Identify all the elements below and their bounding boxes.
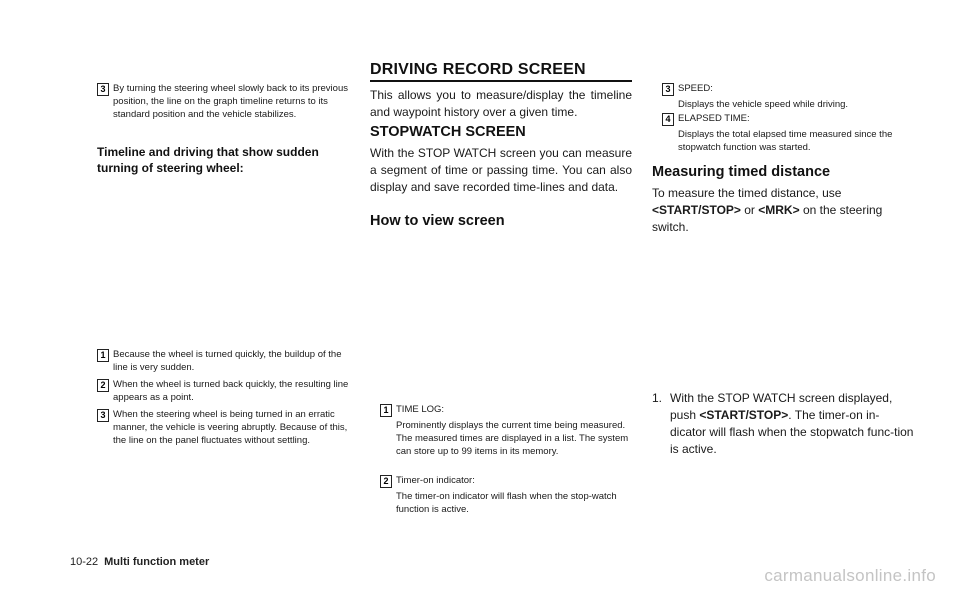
start-stop-key: <START/STOP> (652, 203, 741, 217)
measuring-title: Measuring timed distance (652, 164, 831, 180)
item-desc: Displays the vehicle speed while driving. (678, 99, 849, 110)
step-number: 1. (652, 391, 663, 405)
item-text: Because the wheel is turned quickly, the buildup of the line is very sudden. (113, 349, 342, 373)
col3-item-4 (662, 112, 914, 154)
item-label: TIME LOG: (396, 404, 445, 415)
callout-number: 3 (662, 83, 674, 96)
stopwatch-text: With the STOP WATCH screen you can measure a segment of time or passing time. You can also display and save recorded time-lines and data. (370, 146, 632, 194)
item-label: SPEED: (678, 83, 713, 94)
item-text: When the wheel is turned back quickly, the resulting line appears as a point. (113, 379, 349, 403)
page-number: 10-22 (70, 556, 99, 568)
callout-number: 4 (662, 113, 674, 126)
measuring-post: on the steering switch. (652, 203, 883, 234)
step-post: . The timer-on in-dicator will flash when the stopwatch func-tion is active. (670, 408, 914, 456)
col1-item-2 (97, 378, 350, 404)
callout-number: 1 (380, 404, 392, 417)
step-pre: With the STOP WATCH screen displayed, push (670, 391, 893, 422)
measuring-pre: To measure the timed distance, use (652, 186, 842, 200)
chapter-title: Multi function meter (104, 556, 210, 568)
item-label: ELAPSED TIME: (678, 113, 750, 124)
callout-number: 3 (97, 83, 109, 96)
col2-item-1 (380, 403, 632, 458)
mrk-key: <MRK> (758, 203, 800, 217)
callout-number: 2 (380, 475, 392, 488)
callout-number: 2 (97, 379, 109, 392)
col2-item-2 (380, 474, 632, 516)
item-label: Timer-on indicator: (396, 475, 475, 486)
section-title: DRIVING RECORD SCREEN (370, 61, 586, 78)
col1-item-3 (97, 408, 350, 447)
callout-number: 3 (97, 409, 109, 422)
item-desc: Prominently displays the current time being measured. The measured times are displayed in a list. The system can store up to 99 items in its memory. (396, 420, 629, 457)
step-key: <START/STOP> (699, 408, 789, 422)
measuring-text (652, 185, 914, 236)
stopwatch-title: STOPWATCH SCREEN (370, 124, 526, 140)
col3-item-3 (662, 82, 914, 111)
intro-text: This allows you to measure/display the timeline and waypoint history over a given time. (370, 88, 632, 119)
col1-top-item (97, 82, 350, 121)
section-rule (370, 80, 632, 82)
item-text: By turning the steering wheel slowly back to its previous position, the line on the graph timeline returns to its standard position and the vehicle stabilizes. (113, 83, 348, 120)
measuring-or: or (740, 203, 759, 217)
item-text: When the steering wheel is being turned in an erratic manner, the vehicle is veering abruptly. Because of this, the line on the panel fluctuates without settling. (113, 409, 348, 446)
col1-item-1 (97, 348, 350, 374)
item-desc: The timer-on indicator will flash when the stop-watch function is active. (396, 491, 617, 515)
watermark: carmanualsonline.info (764, 566, 936, 585)
item-desc: Displays the total elapsed time measured since the stopwatch function was started. (678, 129, 893, 153)
callout-number: 1 (97, 349, 109, 362)
how-to-title: How to view screen (370, 213, 505, 229)
step-1 (652, 390, 914, 458)
timeline-heading: Timeline and driving that show sudden turning of steering wheel: (97, 145, 319, 175)
page-footer (70, 556, 209, 568)
